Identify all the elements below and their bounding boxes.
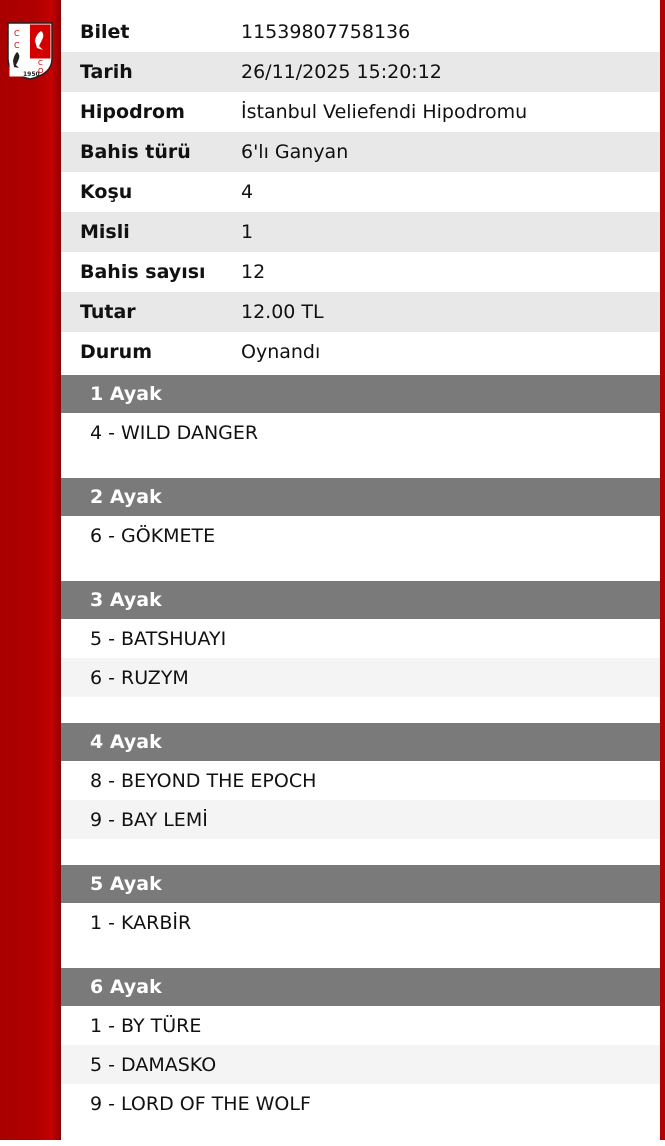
leg-header: 5 Ayak xyxy=(61,865,660,903)
runner-item: 9 - BAY LEMİ xyxy=(61,800,660,839)
runner-item: 6 - RUZYM xyxy=(61,658,660,697)
leg-spacer xyxy=(61,555,660,578)
leg-header: 3 Ayak xyxy=(61,581,660,619)
info-value: 11539807758136 xyxy=(241,21,411,43)
info-value: İstanbul Veliefendi Hipodromu xyxy=(241,101,528,123)
svg-text:O: O xyxy=(38,67,44,75)
leg-section xyxy=(61,478,660,578)
ticket-info-row xyxy=(61,12,660,52)
ticket-info-row xyxy=(61,332,660,372)
ticket-info-row xyxy=(61,92,660,132)
runner-item: 9 - LORD OF THE WOLF xyxy=(90,1092,311,1115)
info-label: Durum xyxy=(80,341,152,363)
info-label: Misli xyxy=(80,221,130,243)
runner-item: 5 - DAMASKO xyxy=(61,1045,660,1084)
leg-section xyxy=(61,723,660,862)
ticket-info-row xyxy=(61,132,660,172)
info-label: Bilet xyxy=(80,21,130,43)
ticket-info-table xyxy=(61,12,660,372)
runner-item: 4 - WILD DANGER xyxy=(90,421,259,444)
right-edge-bar xyxy=(660,0,665,1140)
left-sidebar xyxy=(0,0,61,1140)
info-value: 6'lı Ganyan xyxy=(241,141,349,163)
ticket-detail xyxy=(61,12,660,1146)
leg-header: 2 Ayak xyxy=(61,478,660,516)
runner-item: 6 - GÖKMETE xyxy=(90,524,216,547)
leg-spacer xyxy=(61,942,660,965)
ticket-info-row xyxy=(61,52,660,92)
leg-header: 6 Ayak xyxy=(61,968,660,1006)
info-label: Tarih xyxy=(80,61,133,83)
leg-section xyxy=(61,968,660,1146)
club-crest-icon xyxy=(5,19,55,81)
ticket-info-row xyxy=(61,212,660,252)
leg-section xyxy=(61,581,660,720)
info-value: 26/11/2025 15:20:12 xyxy=(241,61,442,83)
leg-header: 1 Ayak xyxy=(61,375,660,413)
legs-list xyxy=(61,375,660,1146)
info-label: Bahis türü xyxy=(80,141,191,163)
leg-header: 4 Ayak xyxy=(61,723,660,761)
leg-section xyxy=(61,865,660,965)
leg-spacer xyxy=(61,697,660,720)
leg-spacer xyxy=(61,839,660,862)
leg-section xyxy=(61,375,660,475)
info-label: Koşu xyxy=(80,181,133,203)
info-value: 12 xyxy=(241,261,266,283)
runner-item: 1 - KARBİR xyxy=(90,911,192,934)
svg-text:C: C xyxy=(14,41,20,50)
runner-item: 1 - BY TÜRE xyxy=(90,1014,202,1037)
svg-text:1950: 1950 xyxy=(23,71,40,78)
info-value: 4 xyxy=(241,181,254,203)
info-label: Tutar xyxy=(80,301,136,323)
runner-item: 8 - BEYOND THE EPOCH xyxy=(90,769,317,792)
svg-text:C: C xyxy=(14,29,20,38)
info-label: Bahis sayısı xyxy=(80,261,206,283)
ticket-info-row xyxy=(61,172,660,212)
svg-text:C: C xyxy=(38,59,43,67)
info-label: Hipodrom xyxy=(80,101,185,123)
info-value: 12.00 TL xyxy=(241,301,324,323)
ticket-info-row xyxy=(61,252,660,292)
leg-spacer xyxy=(61,452,660,475)
ticket-info-row xyxy=(61,292,660,332)
info-value: Oynandı xyxy=(241,341,321,363)
info-value: 1 xyxy=(241,221,254,243)
runner-item: 5 - BATSHUAYI xyxy=(90,627,227,650)
leg-spacer xyxy=(61,1123,660,1146)
